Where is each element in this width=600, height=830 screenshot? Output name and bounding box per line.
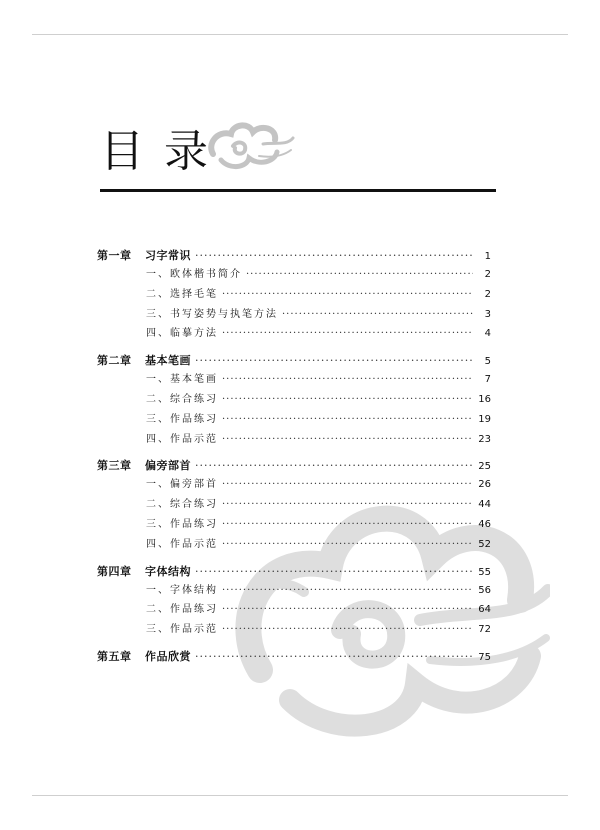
chapter-number: 第五章: [97, 649, 132, 663]
dot-leader: [222, 480, 473, 490]
chapter-4: [97, 566, 491, 645]
section-row[interactable]: [97, 415, 491, 435]
page-number: 2: [484, 288, 491, 300]
section-title: 三、作品练习: [146, 518, 218, 530]
section-title: 二、作品练习: [146, 604, 218, 616]
section-title: 四、作品示范: [146, 433, 218, 445]
page-number: 26: [478, 479, 491, 491]
section-row[interactable]: [97, 290, 491, 310]
chapter-number: 第二章: [97, 354, 132, 368]
section-row[interactable]: [97, 395, 491, 415]
page-number: 19: [478, 413, 491, 425]
page-number: 75: [478, 651, 491, 663]
dot-leader: [222, 520, 473, 530]
dot-leader: [195, 566, 473, 577]
chapter-number: 第一章: [97, 249, 132, 262]
chapter-title: 基本笔画: [145, 354, 191, 368]
dot-leader: [246, 270, 473, 280]
dot-leader: [222, 375, 473, 385]
page-number: 72: [478, 624, 491, 636]
section-title: 一、字体结构: [146, 584, 218, 596]
section-row[interactable]: [97, 625, 491, 645]
page-title: 目录: [100, 126, 228, 177]
chapter-row[interactable]: [97, 566, 491, 586]
section-title: 四、临摹方法: [146, 328, 218, 340]
page-number: 55: [478, 566, 491, 578]
page-number: 56: [478, 584, 491, 596]
section-title: 四、作品示范: [146, 538, 218, 550]
section-title: 一、偏旁部首: [146, 479, 218, 491]
title-underline: [100, 189, 496, 192]
dot-leader: [222, 329, 473, 339]
dot-leader: [195, 651, 473, 662]
section-row[interactable]: [97, 500, 491, 520]
dot-leader: [222, 625, 473, 635]
chapter-row[interactable]: [97, 651, 491, 671]
dot-leader: [222, 415, 473, 425]
dot-leader: [222, 395, 473, 405]
chapter-title: 偏旁部首: [145, 459, 191, 473]
chapter-row[interactable]: [97, 460, 491, 480]
page-number: 44: [478, 499, 491, 511]
section-row[interactable]: [97, 605, 491, 625]
chapter-3: [97, 460, 491, 559]
dot-leader: [282, 310, 473, 320]
chapter-number: 第三章: [97, 459, 132, 473]
dot-leader: [222, 540, 473, 550]
dot-leader: [195, 250, 473, 261]
section-title: 二、综合练习: [146, 499, 218, 511]
chapter-title: 字体结构: [145, 564, 191, 578]
page-number: 1: [484, 251, 491, 262]
bottom-frame-line: [32, 795, 568, 796]
page-number: 5: [484, 356, 491, 368]
page-number: 64: [478, 604, 491, 616]
section-row[interactable]: [97, 520, 491, 540]
chapter-number: 第四章: [97, 564, 132, 578]
section-title: 二、选择毛笔: [146, 288, 218, 300]
dot-leader: [222, 435, 473, 445]
section-title: 三、作品示范: [146, 624, 218, 636]
section-row[interactable]: [97, 329, 491, 349]
page-number: 23: [478, 433, 491, 445]
section-title: 三、书写姿势与执笔方法: [146, 308, 278, 320]
page-number: 52: [478, 538, 491, 550]
chapter-title: 作品欣赏: [145, 649, 191, 663]
section-row[interactable]: [97, 586, 491, 606]
section-row[interactable]: [97, 435, 491, 455]
chapter-title: 习字常识: [145, 249, 191, 262]
chapter-row[interactable]: [97, 250, 491, 270]
section-row[interactable]: [97, 270, 491, 290]
page-number: 3: [484, 308, 491, 320]
chapter-1: [97, 250, 491, 349]
chapter-2: [97, 355, 491, 454]
section-title: 二、综合练习: [146, 393, 218, 405]
page-number: 46: [478, 518, 491, 530]
section-title: 一、欧体楷书简介: [146, 269, 242, 280]
top-frame-line: [32, 34, 568, 35]
chapter-row[interactable]: [97, 355, 491, 375]
table-of-contents: [97, 250, 491, 671]
section-row[interactable]: [97, 480, 491, 500]
section-row[interactable]: [97, 375, 491, 395]
page-number: 7: [484, 374, 491, 386]
section-title: 一、基本笔画: [146, 374, 218, 386]
dot-leader: [222, 290, 473, 300]
dot-leader: [222, 586, 473, 596]
dot-leader: [195, 460, 473, 471]
section-title: 三、作品练习: [146, 413, 218, 425]
section-row[interactable]: [97, 540, 491, 560]
chapter-5: [97, 651, 491, 671]
page-number: 2: [484, 269, 491, 280]
page-number: 25: [478, 461, 491, 473]
dot-leader: [195, 355, 473, 366]
page-number: 16: [478, 393, 491, 405]
dot-leader: [222, 500, 473, 510]
dot-leader: [222, 605, 473, 615]
section-row[interactable]: [97, 310, 491, 330]
page-number: 4: [484, 328, 491, 340]
